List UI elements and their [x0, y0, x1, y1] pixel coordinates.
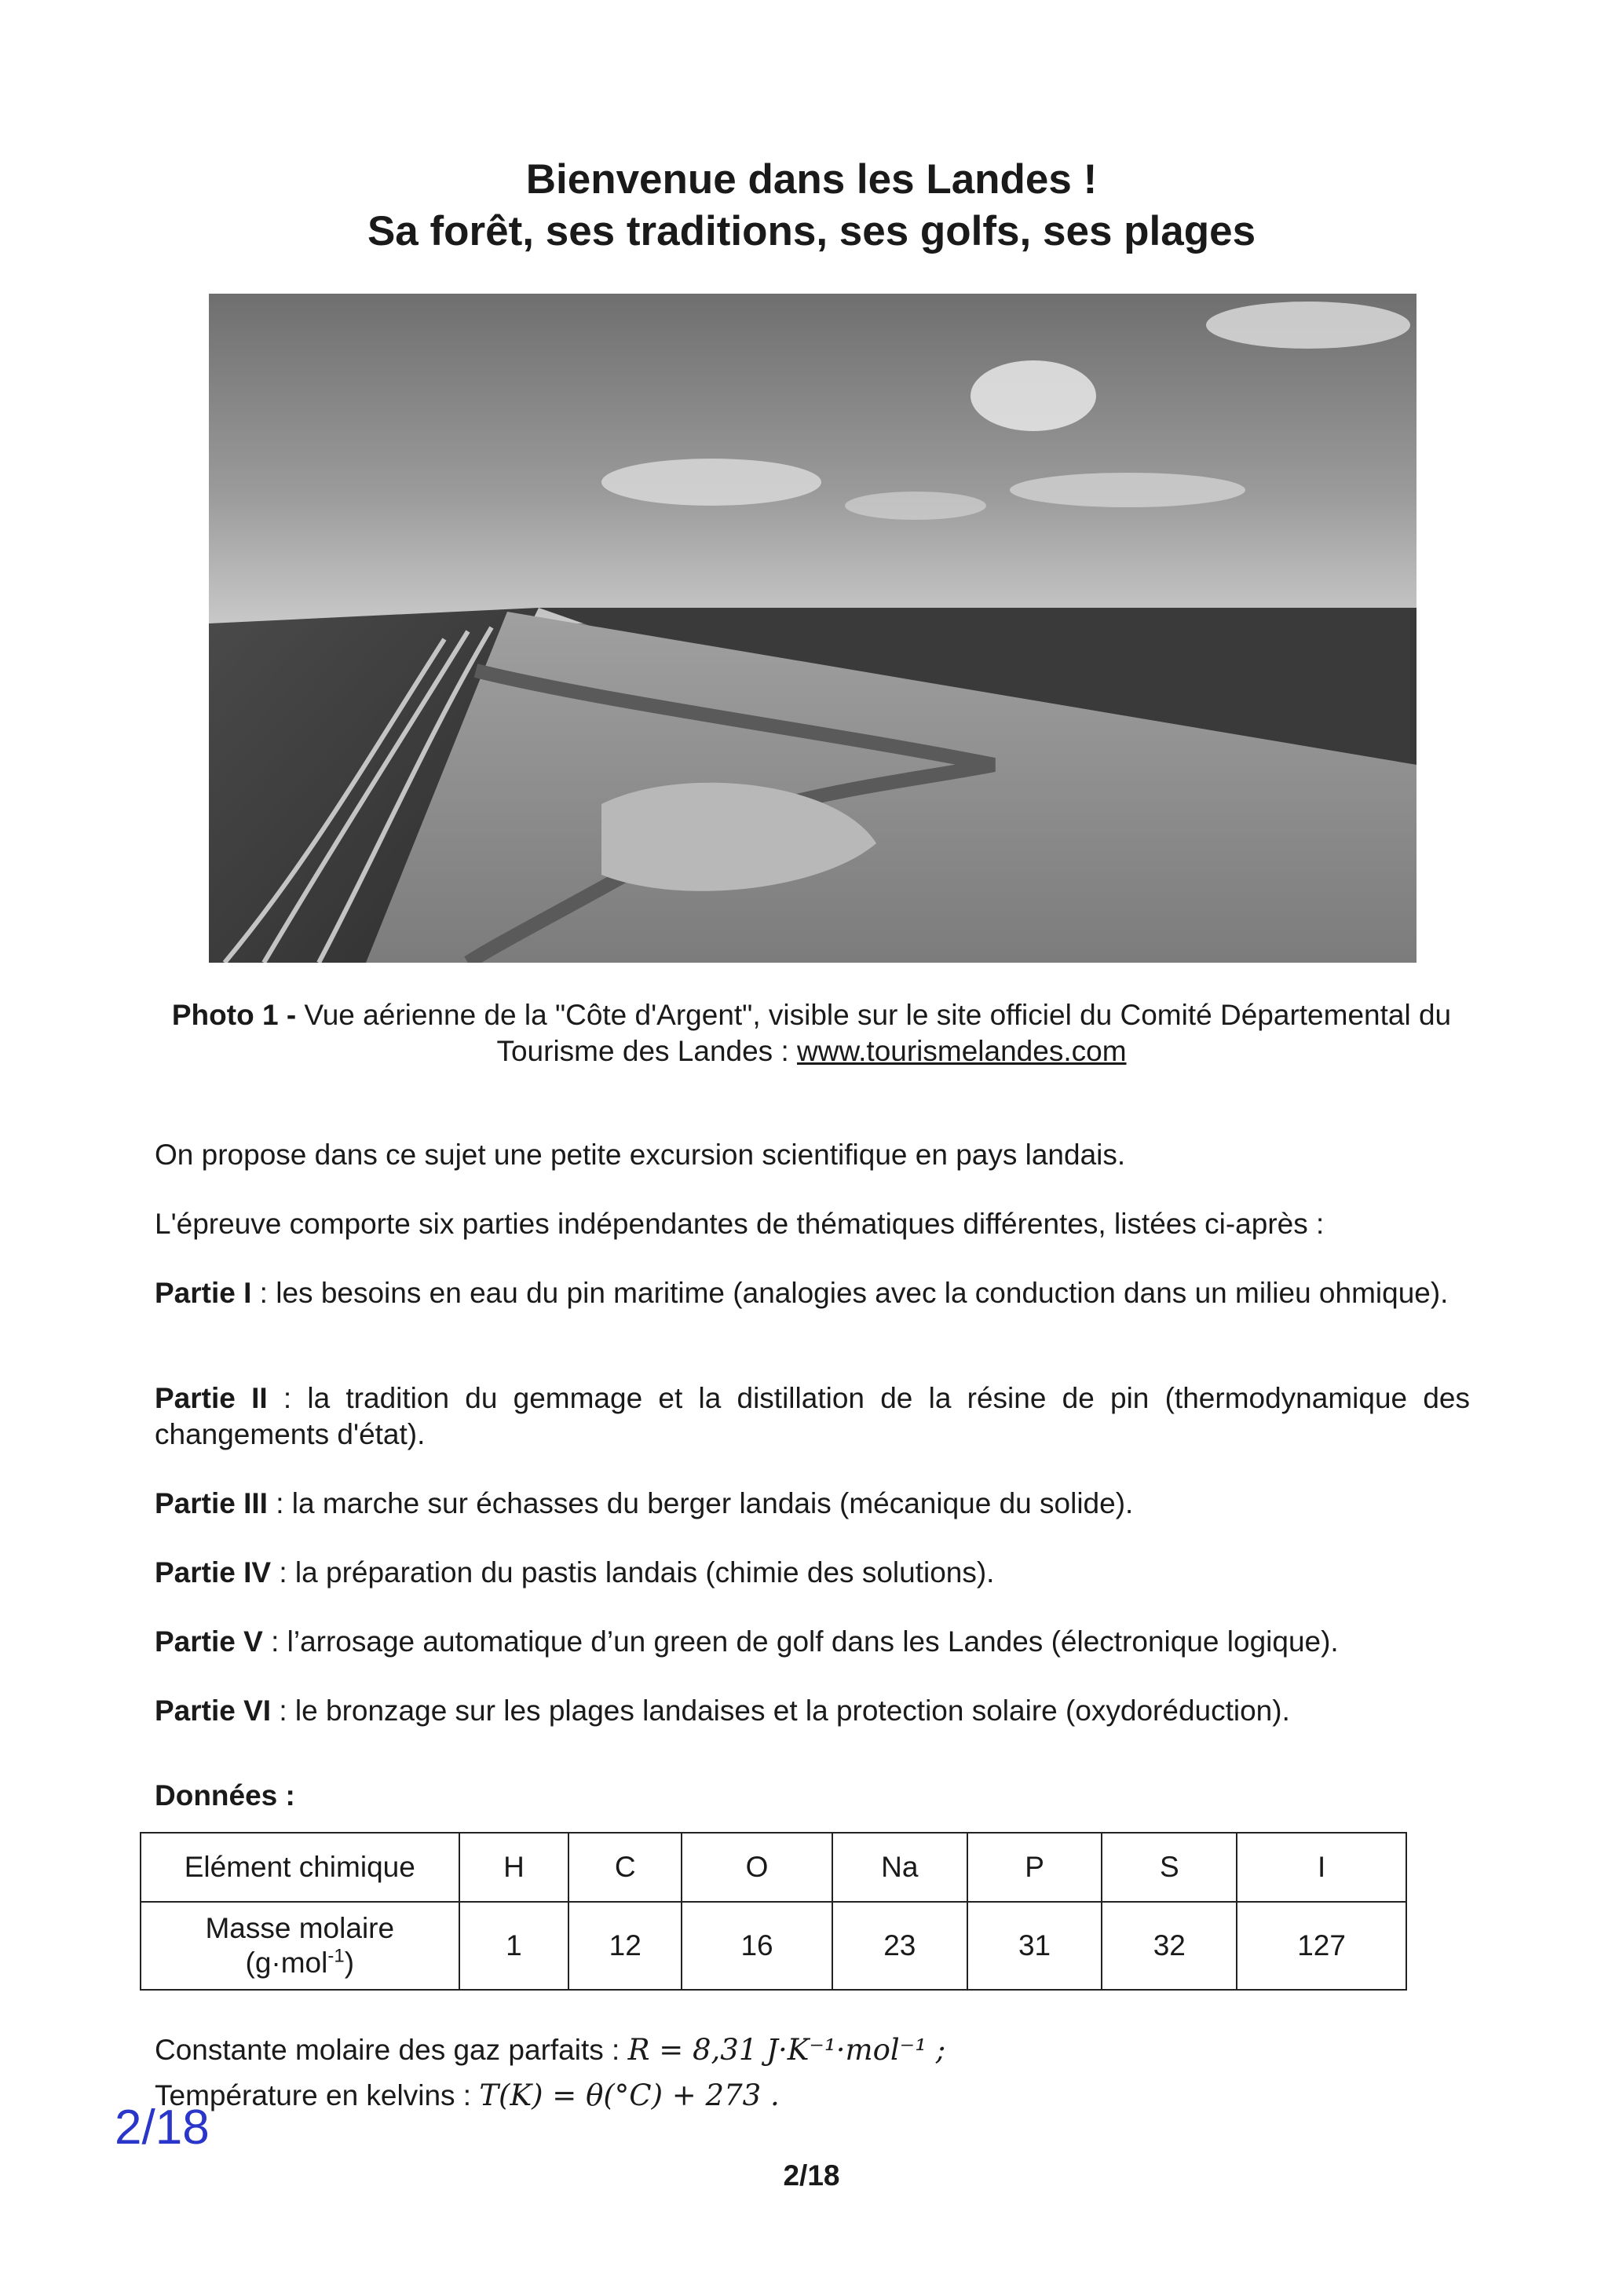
- part-item: [155, 1624, 1470, 1660]
- gas-constant-label: Constante molaire des gaz parfaits :: [155, 2034, 628, 2066]
- aerial-photo: [209, 294, 1416, 963]
- mass-cell: 31: [967, 1902, 1102, 1990]
- part-text: : la marche sur échasses du berger landais (mécanique du solide).: [267, 1487, 1134, 1519]
- page-annotation: 2/18: [115, 2100, 210, 2155]
- part-text: : l’arrosage automatique d’un green de golf dans les Landes (électronique logique).: [262, 1625, 1339, 1658]
- part-text: : la préparation du pastis landais (chimie des solutions).: [271, 1556, 995, 1589]
- part-item: [155, 1693, 1470, 1729]
- element-cell: I: [1237, 1833, 1406, 1902]
- part-item: [155, 1555, 1470, 1591]
- mass-cell: 1: [459, 1902, 569, 1990]
- intro-paragraph-2: L'épreuve comporte six parties indépendantes de thématiques différentes, listées ci-après :: [155, 1208, 1325, 1240]
- tourism-link[interactable]: www.tourismelandes.com: [797, 1035, 1127, 1067]
- mass-cell: 12: [568, 1902, 682, 1990]
- table-row: [141, 1902, 1406, 1990]
- mass-cell: 16: [682, 1902, 832, 1990]
- part-label: Partie IV: [155, 1556, 272, 1589]
- row-header-element: Elément chimique: [141, 1833, 459, 1902]
- element-cell: P: [967, 1833, 1102, 1902]
- temperature-formula: T(K) = θ(°C) + 273 .: [479, 2078, 780, 2112]
- temperature-label: Température en kelvins :: [155, 2079, 480, 2111]
- part-item: [155, 1380, 1470, 1453]
- part-item: [155, 1486, 1470, 1522]
- element-cell: C: [568, 1833, 682, 1902]
- table-row: [141, 1833, 1406, 1902]
- intro-paragraph-1: On propose dans ce sujet une petite excursion scientifique en pays landais.: [155, 1139, 1126, 1171]
- photo-caption: [157, 997, 1466, 1069]
- mass-cell: 23: [832, 1902, 967, 1990]
- part-text: : les besoins en eau du pin maritime (analogies avec la conduction dans un milieu ohmique).: [251, 1277, 1449, 1309]
- element-cell: S: [1102, 1833, 1237, 1902]
- molar-mass-table: [140, 1832, 1407, 1991]
- part-label: Partie II: [155, 1382, 268, 1414]
- caption-label: Photo 1 -: [171, 999, 297, 1031]
- part-label: Partie I: [155, 1277, 252, 1309]
- part-item: [155, 1275, 1470, 1311]
- page-number: 2/18: [783, 2159, 840, 2192]
- part-label: Partie V: [155, 1625, 263, 1658]
- title-line-1: Bienvenue dans les Landes !: [525, 156, 1098, 203]
- part-text: : le bronzage sur les plages landaises et la protection solaire (oxydoréduction).: [271, 1695, 1290, 1727]
- mass-cell: 32: [1102, 1902, 1237, 1990]
- part-label: Partie VI: [155, 1695, 272, 1727]
- temperature-conversion: [155, 2078, 780, 2114]
- element-cell: Na: [832, 1833, 967, 1902]
- mass-cell: 127: [1237, 1902, 1406, 1990]
- title-line-2: Sa forêt, ses traditions, ses golfs, ses plages: [367, 208, 1256, 254]
- part-text: : la tradition du gemmage et la distillation de la résine de pin (thermodynamique des changements d'état).: [155, 1382, 1470, 1450]
- gas-constant-formula: R = 8,31 J·K⁻¹·mol⁻¹ ;: [627, 2033, 946, 2067]
- row-header-molar-mass: Masse molaire (g·mol$^{-1}$): [141, 1902, 459, 1990]
- part-label: Partie III: [155, 1487, 268, 1519]
- page-title: [0, 154, 1623, 258]
- caption-text: Vue aérienne de la "Côte d'Argent", visible sur le site officiel du Comité Départemental du Tourisme des Landes :: [296, 999, 1452, 1067]
- element-cell: H: [459, 1833, 569, 1902]
- data-heading: Données :: [155, 1779, 295, 1812]
- element-cell: O: [682, 1833, 832, 1902]
- gas-constant: [155, 2032, 945, 2068]
